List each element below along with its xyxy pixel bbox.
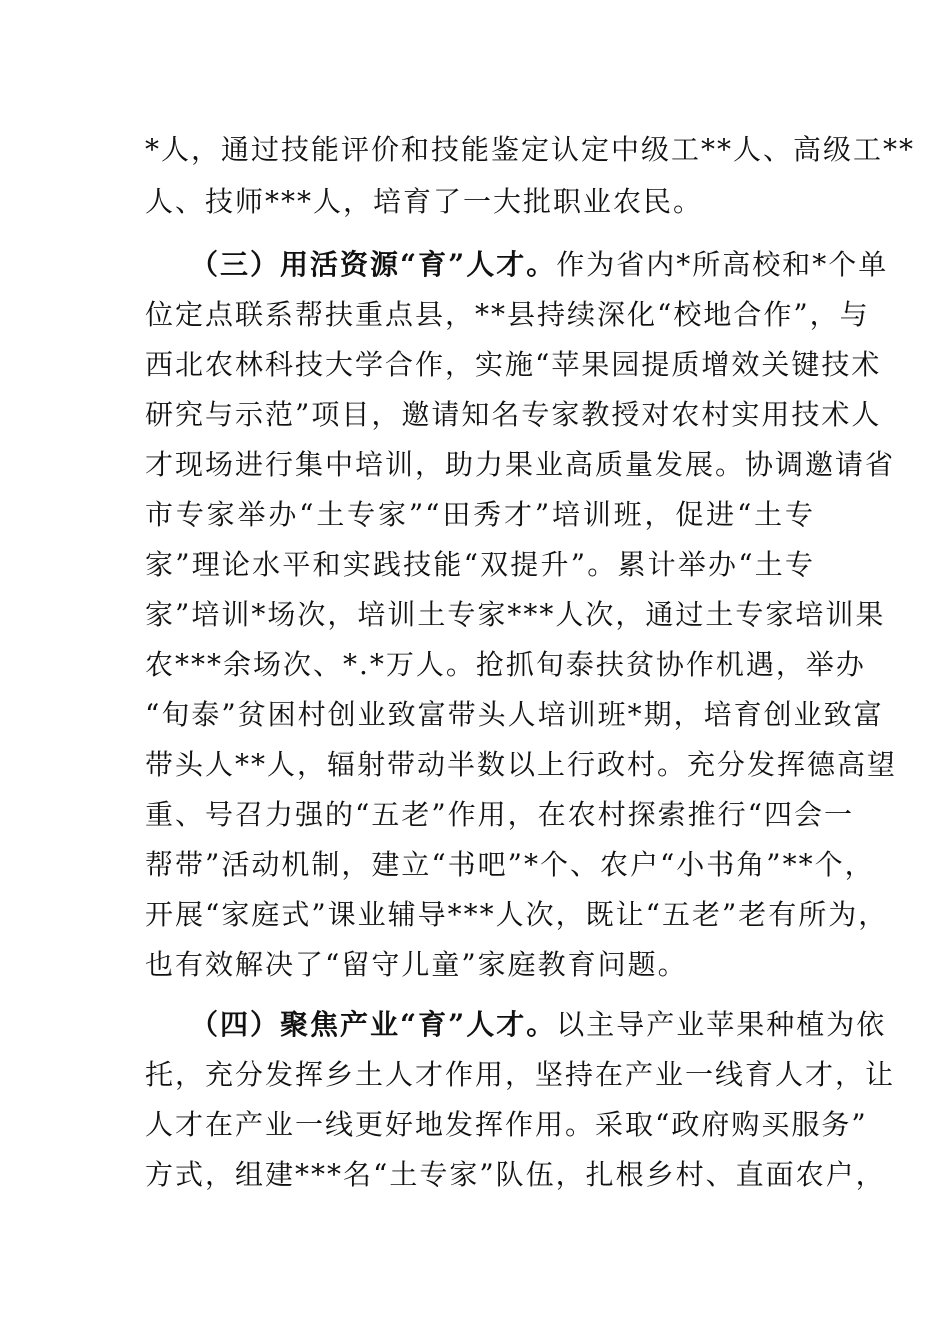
- text-line: 以主导产业苹果种植为依: [556, 1008, 887, 1041]
- section-paragraph: [190, 1000, 887, 1050]
- text-line: 家”培训*场次，培训土专家***人次，通过土专家培训果: [145, 598, 886, 631]
- text-line: 市专家举办“土专家”“田秀才”培训班，促进“土专: [145, 498, 815, 531]
- text-line: 西北农林科技大学合作，实施“苹果园提质增效关键技术: [145, 348, 882, 381]
- text-line: 作为省内*所高校和*个单: [556, 248, 889, 281]
- text-line: 农***余场次、*.*万人。抢抓旬泰扶贫协作机遇，举办: [145, 648, 866, 681]
- text-line: 也有效解决了“留守儿童”家庭教育问题。: [145, 948, 688, 981]
- section-paragraph: [190, 240, 889, 290]
- text-line: 人才在产业一线更好地发挥作用。采取“政府购买服务”: [145, 1108, 868, 1141]
- text-line: 研究与示范”项目，邀请知名专家教授对农村实用技术人: [145, 398, 882, 431]
- text-line: “旬泰”贫困村创业致富带头人培训班*期，培育创业致富: [145, 698, 884, 731]
- text-line: 才现场进行集中培训，助力果业高质量发展。协调邀请省: [145, 448, 896, 481]
- text-line: 帮带”活动机制，建立“书吧”*个、农户“小书角”**个，: [145, 848, 875, 881]
- text-line: 方式，组建***名“土专家”队伍，扎根乡村、直面农户，: [145, 1158, 886, 1191]
- text-line: *人，通过技能评价和技能鉴定认定中级工**人、高级工**: [145, 133, 916, 166]
- text-line: 家”理论水平和实践技能“双提升”。累计举办“土专: [145, 548, 815, 581]
- section-heading: （四）聚焦产业“育”人才。: [190, 1008, 557, 1041]
- text-line: 位定点联系帮扶重点县，**县持续深化“校地合作”，与: [145, 298, 870, 331]
- text-line: 重、号召力强的“五老”作用，在农村探索推行“四会一: [145, 798, 854, 831]
- text-line: 托，充分发挥乡土人才作用，坚持在产业一线育人才，让: [145, 1058, 896, 1091]
- text-line: 带头人**人，辐射带动半数以上行政村。充分发挥德高望: [145, 748, 898, 781]
- text-line: 人、技师***人，培育了一大批职业农民。: [145, 185, 704, 218]
- section-heading: （三）用活资源“育”人才。: [190, 248, 557, 281]
- text-line: 开展“家庭式”课业辅导***人次，既让“五老”老有所为，: [145, 898, 889, 931]
